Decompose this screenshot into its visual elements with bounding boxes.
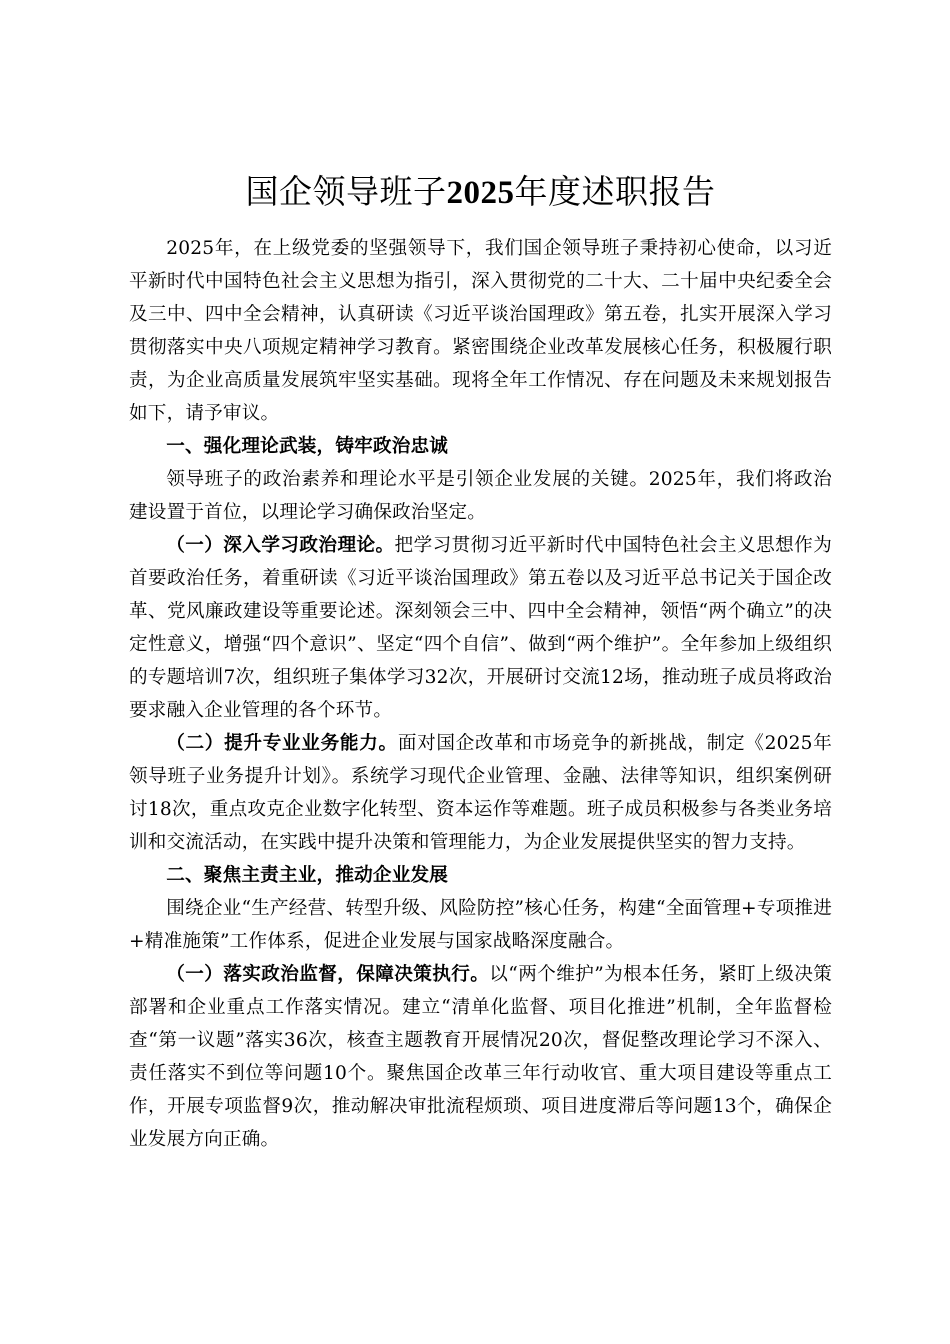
section1-sub2-title: （二）提升专业业务能力。 [166,733,398,754]
title-prefix: 国企领导班子 [245,172,447,211]
section2-heading: 二、聚焦主责主业，推动企业发展 [166,865,449,886]
document-title [129,165,832,220]
section1-sub2-paragraph [129,727,832,859]
section2-lead: 围绕企业“生产经营、转型升级、风险防控”核心任务，构建“全面管理+专项推进+精准施策”工作体系，促进企业发展与国家战略深度融合。 [129,898,832,952]
section2-sub1-title: （一）落实政治监督，保障决策执行。 [166,964,490,985]
document-page [129,165,832,1156]
section1-lead: 领导班子的政治素养和理论水平是引领企业发展的关键。2025年，我们将政治建设置于首位，以理论学习确保政治坚定。 [129,469,832,523]
section1-sub1-title: （一）深入学习政治理论。 [166,535,395,556]
section2-sub1-body: 以“两个维护”为根本任务，紧盯上级决策部署和企业重点工作落实情况。建立“清单化监督、项目化推进”机制，全年监督检查“第一议题”落实36次，核查主题教育开展情况20次，督促整改理论学习不深入、责任落实不到位等问题10个。聚焦国企改革三年行动收官、重大项目建设等重点工作，开展专项监督9次，推动解决审批流程烦琐、项目进度滞后等问题13个，确保企业发展方向正确。 [129,964,832,1150]
section1-heading: 一、强化理论武装，铸牢政治忠诚 [166,436,449,457]
title-year: 2025 [446,175,515,211]
section1-sub1-body: 把学习贯彻习近平新时代中国特色社会主义思想作为首要政治任务，着重研读《习近平谈治国理政》第五卷以及习近平总书记关于国企改革、党风廉政建设等重要论述。深刻领会三中、四中全会精神，领悟“两个确立”的决定性意义，增强“四个意识”、坚定“四个自信”、做到“两个维护”。全年参加上级组织的专题培训7次，组织班子集体学习32次，开展研讨交流12场，推动班子成员将政治要求融入企业管理的各个环节。 [129,535,832,721]
intro-paragraph: 2025年，在上级党委的坚强领导下，我们国企领导班子秉持初心使命，以习近平新时代中国特色社会主义思想为指引，深入贯彻党的二十大、二十届中央纪委全会及三中、四中全会精神，认真研读《习近平谈治国理政》第五卷，扎实开展深入学习贯彻落实中央八项规定精神学习教育。紧密围绕企业改革发展核心任务，积极履行职责，为企业高质量发展筑牢坚实基础。现将全年工作情况、存在问题及未来规划报告如下，请予审议。 [129,238,832,424]
section1-sub1-paragraph [129,529,832,727]
section2-sub1-paragraph [129,958,832,1156]
section1-sub2-body: 面对国企改革和市场竞争的新挑战，制定《2025年领导班子业务提升计划》。系统学习现代企业管理、金融、法律等知识，组织案例研讨18次，重点攻克企业数字化转型、资本运作等难题。班子成员积极参与各类业务培训和交流活动，在实践中提升决策和管理能力，为企业发展提供坚实的智力支持。 [129,733,832,853]
title-suffix: 年度述职报告 [514,172,716,211]
